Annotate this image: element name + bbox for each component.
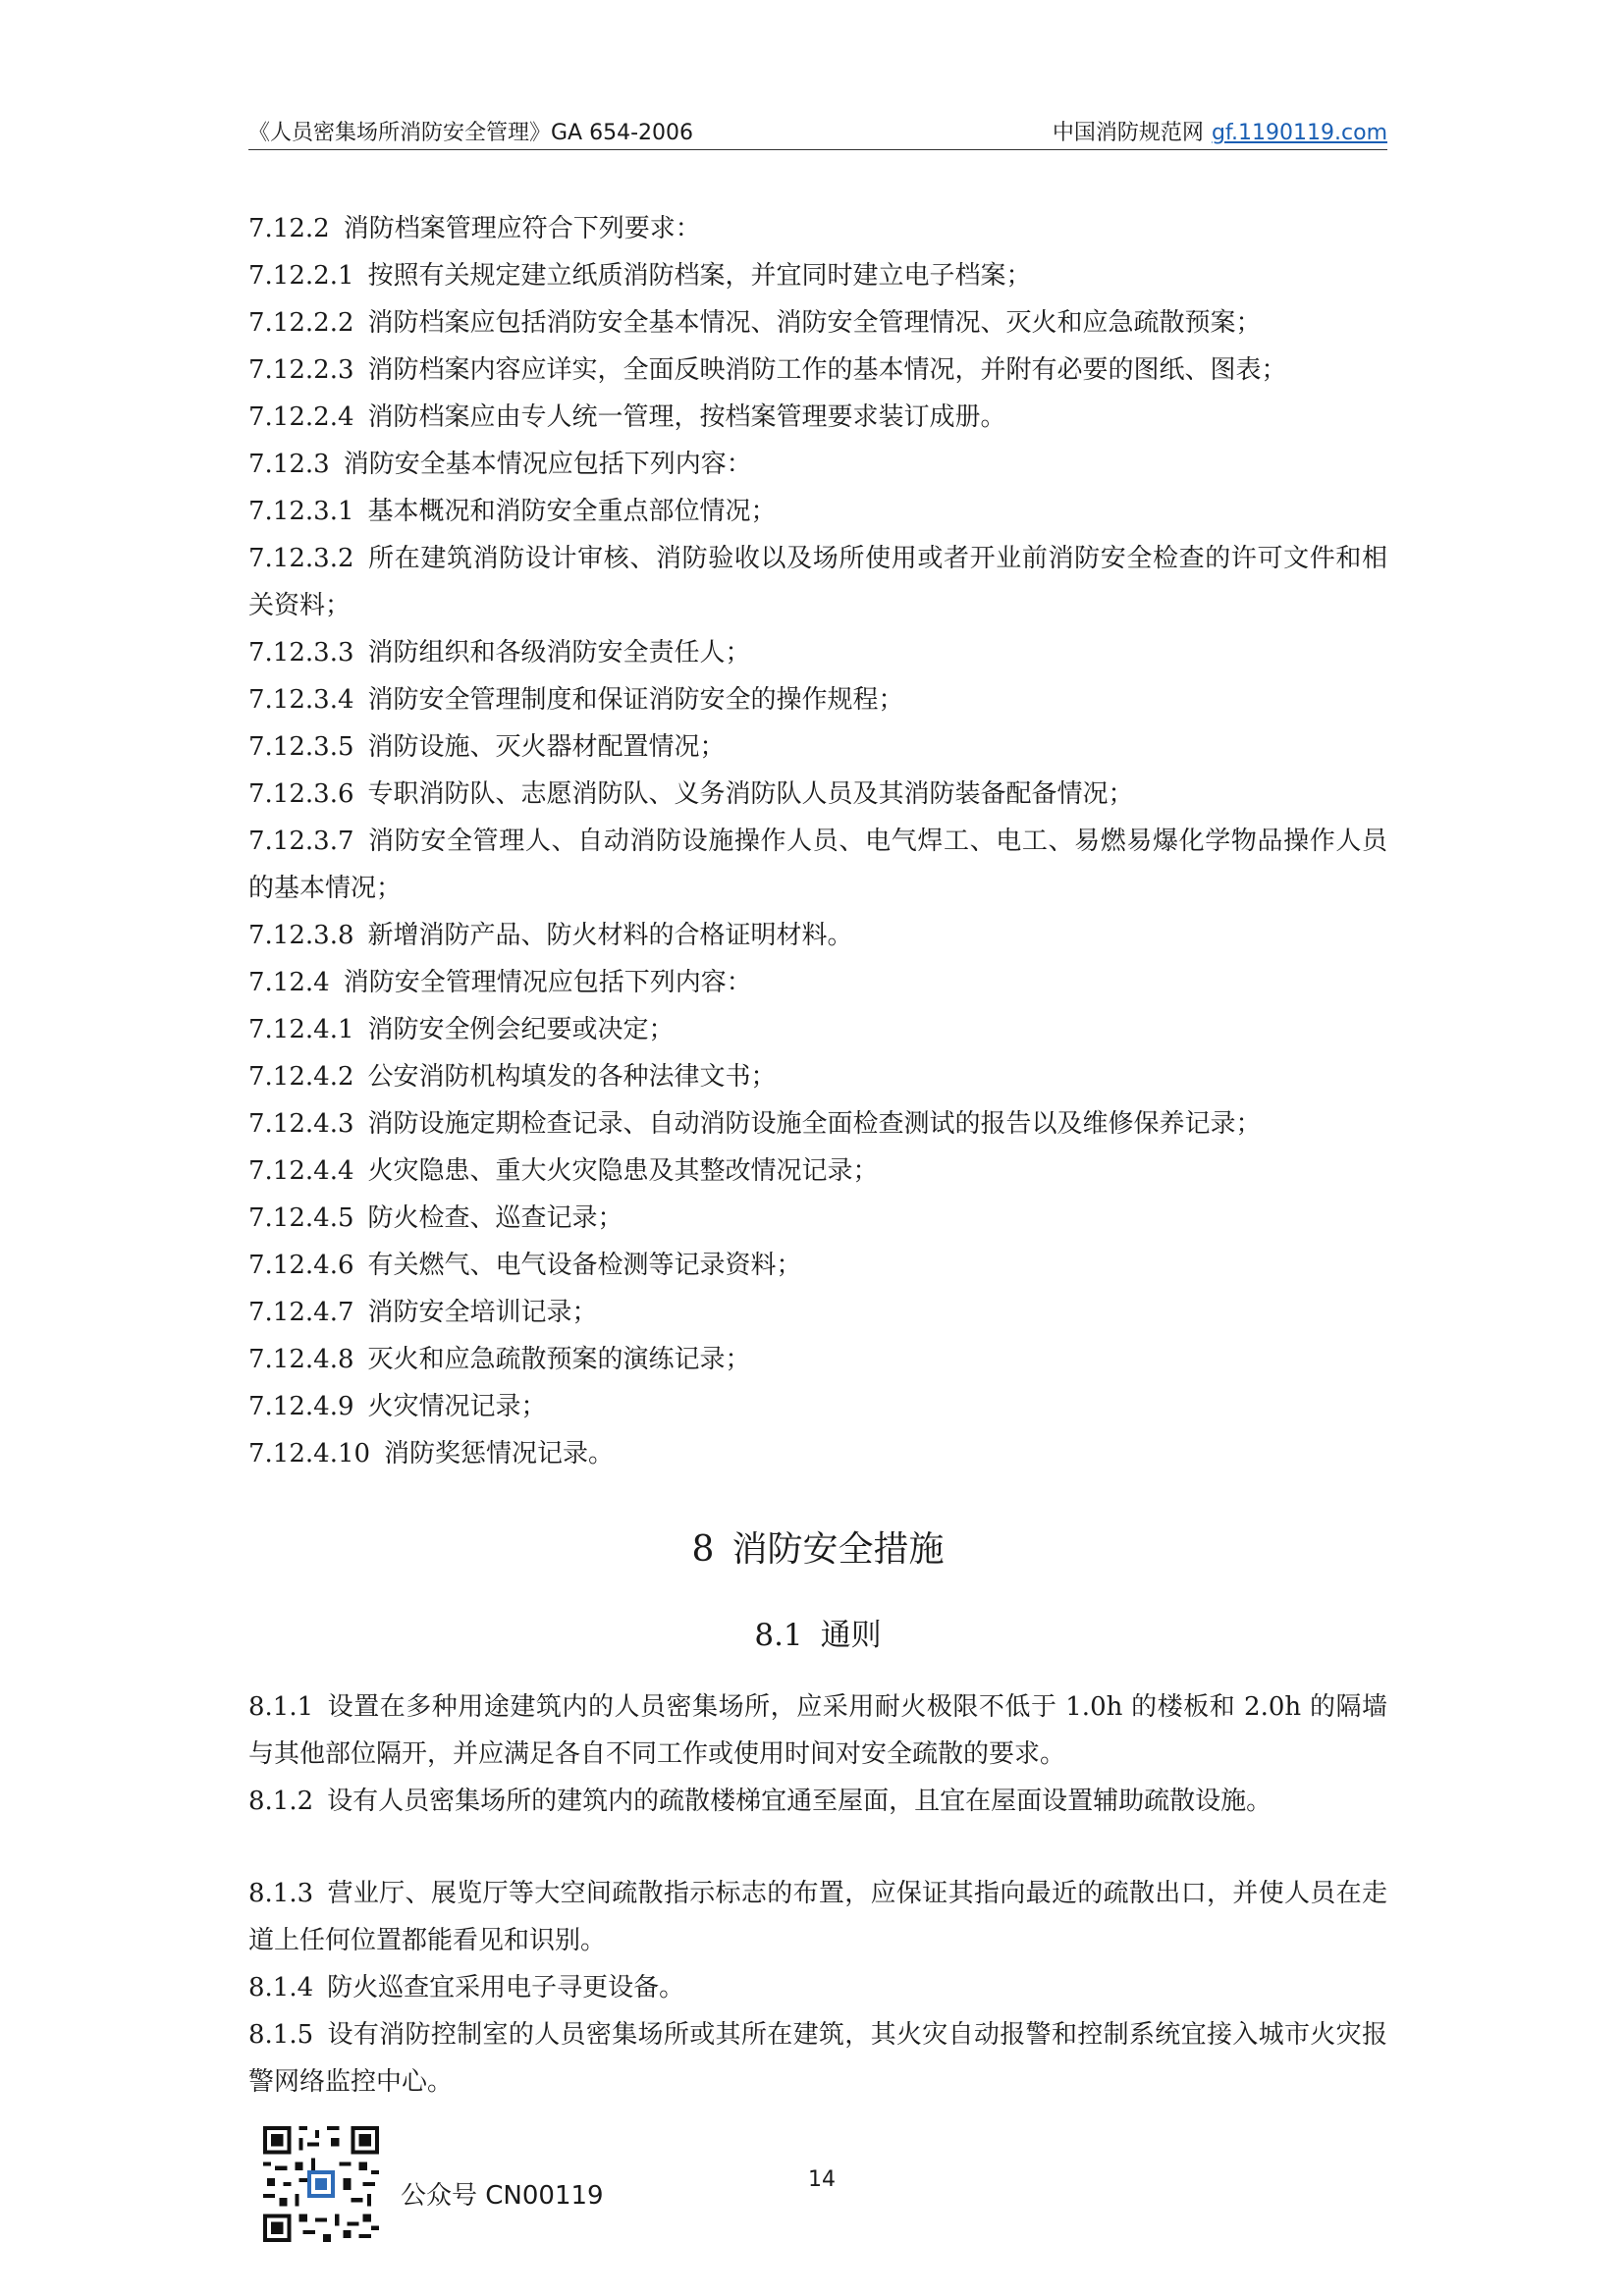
qr-code-icon xyxy=(263,2126,379,2242)
clause-text: 消防安全管理人、自动消防设施操作人员、电气焊工、电工、易燃易爆化学物品操作人员的基本情况； xyxy=(248,827,1387,903)
clause-number: 8.1.4 xyxy=(248,1973,314,2002)
clause-number: 7.12.4.2 xyxy=(248,1062,354,1092)
site-link[interactable]: gf.1190119.com xyxy=(1211,121,1387,145)
clause xyxy=(248,1006,1387,1053)
clause xyxy=(248,1336,1387,1383)
page-number: 14 xyxy=(808,2167,836,2192)
clause-text: 消防安全培训记录； xyxy=(367,1298,598,1327)
clause-number: 7.12.2.1 xyxy=(248,261,354,291)
clause-text: 防火检查、巡查记录； xyxy=(367,1203,623,1233)
clause-number: 7.12.4.6 xyxy=(248,1251,354,1280)
clause-text: 消防设施、灭火器材配置情况； xyxy=(367,732,726,762)
clause xyxy=(248,1100,1387,1148)
clause-text: 设置在多种用途建筑内的人员密集场所，应采用耐火极限不低于 1.0h 的楼板和 2.0h 的隔墙与其他部位隔开，并应满足各自不同工作或使用时间对安全疏散的要求。 xyxy=(248,1692,1387,1769)
clause-number: 7.12.3.1 xyxy=(248,497,354,526)
clause-text: 灭火和应急疏散预案的演练记录； xyxy=(367,1345,751,1374)
clause-text: 所在建筑消防设计审核、消防验收以及场所使用或者开业前消防安全检查的许可文件和相关资料； xyxy=(248,544,1387,620)
clause-text: 消防安全管理制度和保证消防安全的操作规程； xyxy=(367,685,904,715)
clause-number: 7.12.4.10 xyxy=(248,1439,371,1468)
clause-number: 7.12.3.2 xyxy=(248,544,354,573)
clause xyxy=(248,1870,1387,1964)
clause-number: 7.12.2.4 xyxy=(248,402,354,432)
clause-number: 7.12.4.8 xyxy=(248,1345,354,1374)
clause xyxy=(248,1289,1387,1336)
clause xyxy=(248,347,1387,394)
clause xyxy=(248,299,1387,347)
clause-number: 8.1.2 xyxy=(248,1787,314,1816)
clause-number: 8.1.3 xyxy=(248,1879,314,1908)
clause-text: 消防档案内容应详实，全面反映消防工作的基本情况，并附有必要的图纸、图表； xyxy=(367,355,1287,385)
clause-number: 7.12.4.5 xyxy=(248,1203,354,1233)
chapter-number: 8 xyxy=(691,1529,715,1570)
clause xyxy=(248,1195,1387,1242)
clause-number: 7.12.2.2 xyxy=(248,308,354,338)
clause xyxy=(248,441,1387,488)
page-header xyxy=(248,116,1387,151)
clause-number: 7.12.4.3 xyxy=(248,1109,354,1139)
clause xyxy=(248,818,1387,912)
clause-text: 消防安全管理情况应包括下列内容： xyxy=(343,968,752,997)
clause-text: 消防安全例会纪要或决定； xyxy=(367,1015,675,1044)
section-heading xyxy=(248,1609,1387,1662)
clause-number: 8.1.1 xyxy=(248,1692,314,1722)
clause-text: 火灾情况记录； xyxy=(367,1392,547,1421)
clause-text: 消防档案应包括消防安全基本情况、消防安全管理情况、灭火和应急疏散预案； xyxy=(367,308,1262,338)
clause-number: 7.12.4 xyxy=(248,968,330,997)
clause-text: 专职消防队、志愿消防队、义务消防队人员及其消防装备配备情况； xyxy=(367,779,1134,809)
chapter-heading xyxy=(248,1521,1387,1579)
section-title: 通则 xyxy=(820,1618,882,1653)
clause-text: 消防档案管理应符合下列要求： xyxy=(343,214,701,243)
clause-number: 7.12.3 xyxy=(248,450,330,479)
clause xyxy=(248,1430,1387,1477)
clause-number: 7.12.3.4 xyxy=(248,685,354,715)
clause-text: 公安消防机构填发的各种法律文书； xyxy=(367,1062,777,1092)
clause-number: 7.12.3.5 xyxy=(248,732,354,762)
clause xyxy=(248,1778,1387,1825)
clause-number: 7.12.3.7 xyxy=(248,827,354,856)
page-body xyxy=(248,205,1387,2106)
clause-text: 营业厅、展览厅等大空间疏散指示标志的布置，应保证其指向最近的疏散出口，并使人员在走道上任何位置都能看见和识别。 xyxy=(248,1879,1387,1955)
clause-text: 设有人员密集场所的建筑内的疏散楼梯宜通至屋面，且宜在屋面设置辅助疏散设施。 xyxy=(327,1787,1272,1816)
clause-text: 按照有关规定建立纸质消防档案，并宜同时建立电子档案； xyxy=(367,261,1032,291)
clause xyxy=(248,723,1387,771)
header-rule xyxy=(248,149,1387,150)
clause xyxy=(248,1383,1387,1430)
clause-text: 火灾隐患、重大火灾隐患及其整改情况记录； xyxy=(367,1156,879,1186)
wechat-account: 公众号 CN00119 xyxy=(401,2181,604,2211)
page-footer xyxy=(263,2126,950,2254)
clause xyxy=(248,912,1387,959)
clause xyxy=(248,535,1387,629)
clause xyxy=(248,1053,1387,1100)
clause xyxy=(248,488,1387,535)
clause xyxy=(248,1148,1387,1195)
clause-number: 7.12.2 xyxy=(248,214,330,243)
clause-list-8-1 xyxy=(248,1683,1387,2106)
clause xyxy=(248,1964,1387,2011)
clause xyxy=(248,771,1387,818)
clause xyxy=(248,629,1387,676)
clause xyxy=(248,394,1387,441)
clause xyxy=(248,1683,1387,1778)
clause-number: 8.1.5 xyxy=(248,2020,314,2050)
clause xyxy=(248,1242,1387,1289)
clause-number: 7.12.4.7 xyxy=(248,1298,354,1327)
clause xyxy=(248,959,1387,1006)
site-name-text: 中国消防规范网 xyxy=(1052,121,1204,145)
clause xyxy=(248,676,1387,723)
clause-number: 7.12.3.8 xyxy=(248,921,354,950)
clause-text: 消防组织和各级消防安全责任人； xyxy=(367,638,751,667)
clause-text: 消防档案应由专人统一管理，按档案管理要求装订成册。 xyxy=(367,402,1006,432)
clause-text: 消防设施定期检查记录、自动消防设施全面检查测试的报告以及维修保养记录； xyxy=(367,1109,1262,1139)
clause-number: 7.12.4.1 xyxy=(248,1015,354,1044)
clause xyxy=(248,252,1387,299)
clause-text: 基本概况和消防安全重点部位情况； xyxy=(367,497,777,526)
site-name xyxy=(1053,116,1387,146)
section-number: 8.1 xyxy=(754,1618,803,1653)
document-title: 《人员密集场所消防安全管理》GA 654-2006 xyxy=(248,121,694,145)
paragraph-gap xyxy=(248,1825,1387,1870)
clause-text: 有关燃气、电气设备检测等记录资料； xyxy=(367,1251,802,1280)
clause-number: 7.12.2.3 xyxy=(248,355,354,385)
clause-text: 新增消防产品、防火材料的合格证明材料。 xyxy=(367,921,853,950)
clause-number: 7.12.3.3 xyxy=(248,638,354,667)
clause-text: 消防奖惩情况记录。 xyxy=(384,1439,615,1468)
clause-number: 7.12.4.4 xyxy=(248,1156,354,1186)
clause-text: 防火巡查宜采用电子寻更设备。 xyxy=(327,1973,685,2002)
clause-text: 消防安全基本情况应包括下列内容： xyxy=(343,450,752,479)
clause xyxy=(248,2011,1387,2106)
chapter-title: 消防安全措施 xyxy=(731,1529,945,1570)
clause-number: 7.12.3.6 xyxy=(248,779,354,809)
clause xyxy=(248,205,1387,252)
clause-number: 7.12.4.9 xyxy=(248,1392,354,1421)
clause-list-7-12 xyxy=(248,205,1387,1477)
clause-text: 设有消防控制室的人员密集场所或其所在建筑，其火灾自动报警和控制系统宜接入城市火灾报警网络监控中心。 xyxy=(248,2020,1387,2097)
